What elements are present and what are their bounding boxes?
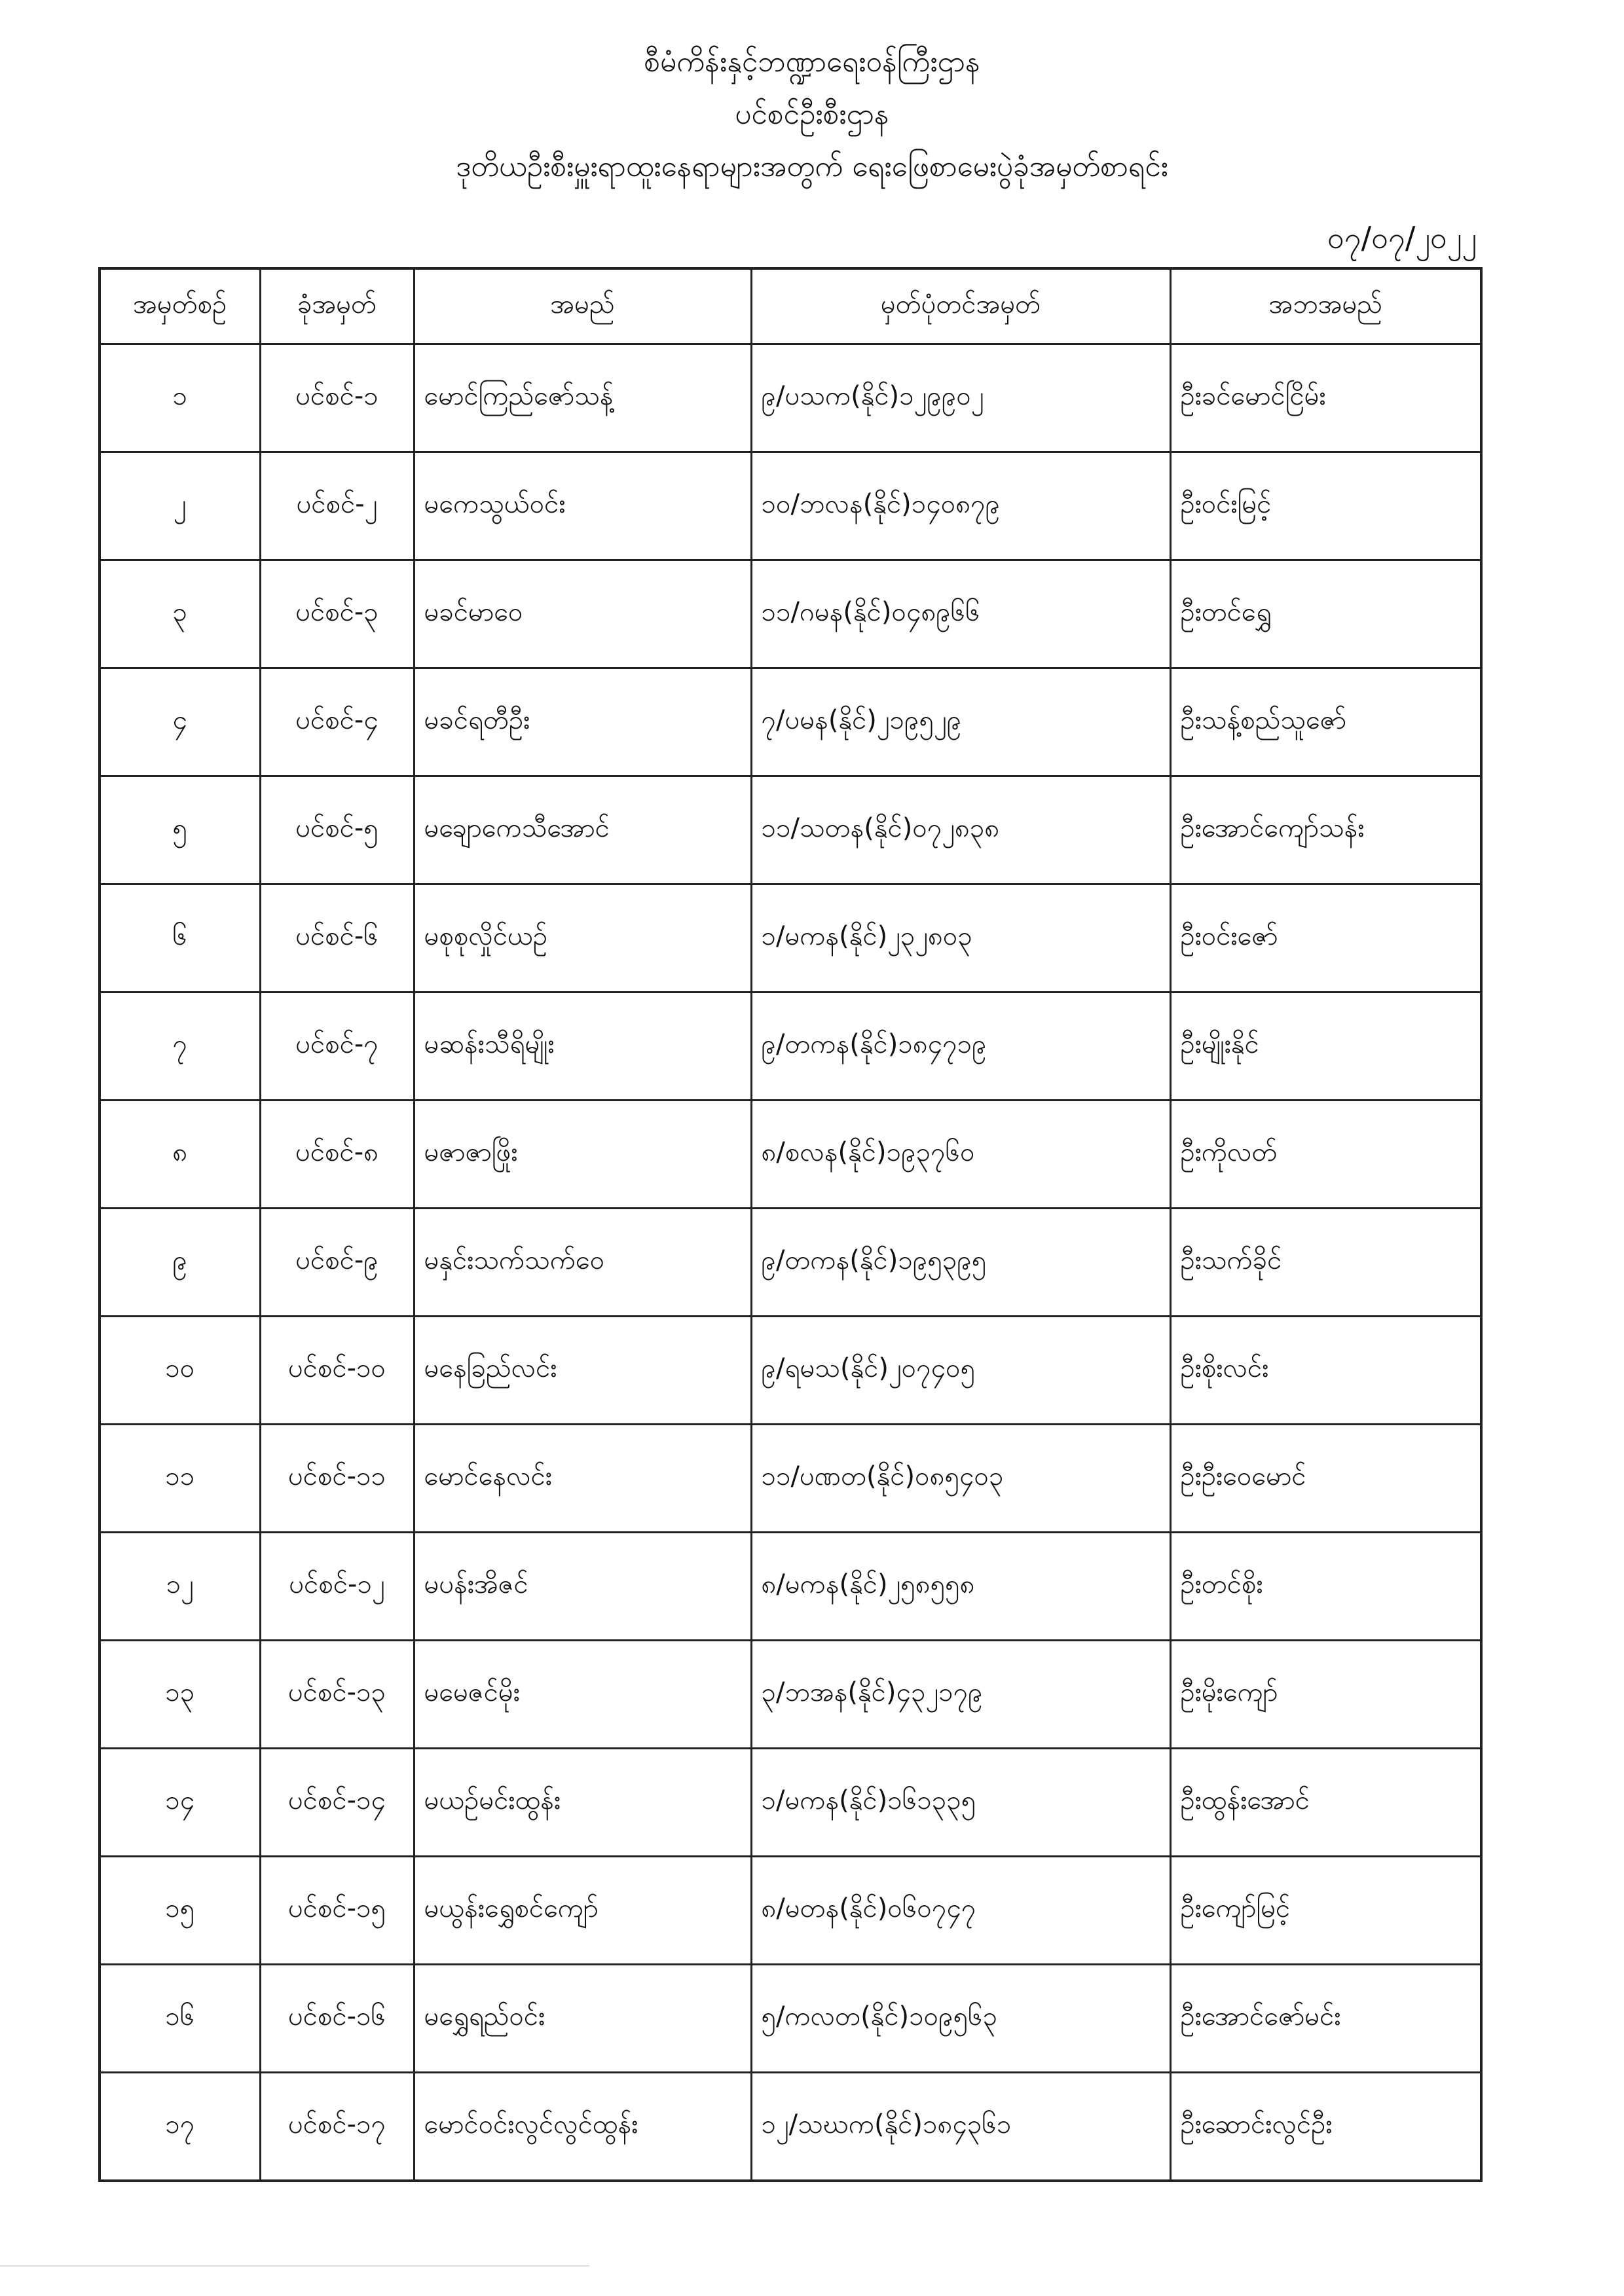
father-name-cell: ဦးသက်ခိုင် (1170, 1209, 1481, 1317)
father-name-cell: ဦးဆောင်းလွင်ဦး (1170, 2073, 1481, 2181)
table-row (100, 344, 1481, 452)
name-cell: မောင်ကြည်ဇော်သန့် (414, 344, 751, 452)
scan-edge-line (0, 2265, 589, 2267)
father-name-cell: ဦးခင်မောင်ငြိမ်း (1170, 344, 1481, 452)
seat-number-cell: ပင်စင်-၅ (260, 776, 414, 884)
nrc-cell: ၁၁/သတန(နိုင်)၀၇၂၈၃၈ (751, 776, 1170, 884)
serial-cell: ၁၅ (100, 1857, 260, 1965)
table-row (100, 1101, 1481, 1209)
serial-cell: ၃ (100, 560, 260, 668)
serial-cell: ၁၆ (100, 1965, 260, 2073)
name-cell: မမေဇင်မိုး (414, 1641, 751, 1749)
table-header-row (100, 268, 1481, 344)
column-header-nrc: မှတ်ပုံတင်အမှတ် (751, 268, 1170, 344)
nrc-cell: ၉/တကန(နိုင်)၁၉၅၃၉၅ (751, 1209, 1170, 1317)
seat-number-cell: ပင်စင်-၁၇ (260, 2073, 414, 2181)
table-row (100, 668, 1481, 776)
serial-cell: ၆ (100, 884, 260, 993)
nrc-cell: ၉/ပသက(နိုင်)၁၂၉၉၀၂ (751, 344, 1170, 452)
serial-cell: ၉ (100, 1209, 260, 1317)
seat-number-cell: ပင်စင်-၁၂ (260, 1533, 414, 1641)
father-name-cell: ဦးစိုးလင်း (1170, 1317, 1481, 1425)
seat-number-table (98, 267, 1483, 2182)
serial-cell: ၁၂ (100, 1533, 260, 1641)
table-row (100, 2073, 1481, 2181)
name-cell: မယွန်းရွှေစင်ကျော် (414, 1857, 751, 1965)
table-row (100, 1857, 1481, 1965)
father-name-cell: ဦးထွန်းအောင် (1170, 1749, 1481, 1857)
seat-number-cell: ပင်စင်-၆ (260, 884, 414, 993)
seat-number-cell: ပင်စင်-၈ (260, 1101, 414, 1209)
serial-cell: ၁၇ (100, 2073, 260, 2181)
name-cell: မစုစုလှိုင်ယဉ် (414, 884, 751, 993)
father-name-cell: ဦးတင်စိုး (1170, 1533, 1481, 1641)
table-row (100, 1317, 1481, 1425)
seat-number-cell: ပင်စင်-၁၃ (260, 1641, 414, 1749)
name-cell: မနှင်းသက်သက်ဝေ (414, 1209, 751, 1317)
name-cell: မောင်ဝင်းလွင်လွင်ထွန်း (414, 2073, 751, 2181)
father-name-cell: ဦးဝင်းမြင့် (1170, 452, 1481, 560)
name-cell: မဆန်းသီရိမျိုး (414, 993, 751, 1101)
table-row (100, 1749, 1481, 1857)
nrc-cell: ၈/မကန(နိုင်)၂၅၈၅၅၈ (751, 1533, 1170, 1641)
table-row (100, 1533, 1481, 1641)
nrc-cell: ၁၂/သဃက(နိုင်)၁၈၄၃၆၁ (751, 2073, 1170, 2181)
father-name-cell: ဦးမျိုးနိုင် (1170, 993, 1481, 1101)
serial-cell: ၁၄ (100, 1749, 260, 1857)
column-header-seat-number: ခုံအမှတ် (260, 268, 414, 344)
nrc-cell: ၁/မကန(နိုင်)၂၃၂၈၀၃ (751, 884, 1170, 993)
nrc-cell: ၃/ဘအန(နိုင်)၄၃၂၁၇၉ (751, 1641, 1170, 1749)
father-name-cell: ဦးသန့်စည်သူဇော် (1170, 668, 1481, 776)
nrc-cell: ၇/ပမန(နိုင်)၂၁၉၅၂၉ (751, 668, 1170, 776)
table-row (100, 1965, 1481, 2073)
serial-cell: ၄ (100, 668, 260, 776)
name-cell: မောင်နေလင်း (414, 1425, 751, 1533)
table-row (100, 560, 1481, 668)
father-name-cell: ဦးအောင်ကျော်သန်း (1170, 776, 1481, 884)
name-cell: မခင်မာဝေ (414, 560, 751, 668)
seat-number-cell: ပင်စင်-၁၀ (260, 1317, 414, 1425)
nrc-cell: ၈/မတန(နိုင်)၀၆၀၇၄၇ (751, 1857, 1170, 1965)
nrc-cell: ၉/ရမသ(နိုင်)၂၀၇၄၀၅ (751, 1317, 1170, 1425)
table-row (100, 884, 1481, 993)
seat-number-cell: ပင်စင်-၁၆ (260, 1965, 414, 2073)
document-title: ဒုတိယဦးစီးမှူးရာထူးနေရာများအတွက် ရေးဖြေစာမေးပွဲခုံအမှတ်စာရင်း (456, 150, 1168, 183)
name-cell: မဇာဇာဖြိုး (414, 1101, 751, 1209)
serial-cell: ၈ (100, 1101, 260, 1209)
serial-cell: ၇ (100, 993, 260, 1101)
column-header-serial: အမှတ်စဉ် (100, 268, 260, 344)
seat-number-cell: ပင်စင်-၁၁ (260, 1425, 414, 1533)
nrc-cell: ၁၁/ပဏတ(နိုင်)၀၈၅၄၀၃ (751, 1425, 1170, 1533)
serial-cell: ၂ (100, 452, 260, 560)
seat-number-cell: ပင်စင်-၃ (260, 560, 414, 668)
column-header-father-name: အဘအမည် (1170, 268, 1481, 344)
table-row (100, 776, 1481, 884)
table-body (100, 344, 1481, 2181)
name-cell: မရွှေရည်ဝင်း (414, 1965, 751, 2073)
column-header-name: အမည် (414, 268, 751, 344)
name-cell: မကေသွယ်ဝင်း (414, 452, 751, 560)
serial-cell: ၁၁ (100, 1425, 260, 1533)
serial-cell: ၅ (100, 776, 260, 884)
father-name-cell: ဦးတင်ရွှေ (1170, 560, 1481, 668)
ministry-name: စီမံကိန်းနှင့်ဘဏ္ဍာရေးဝန်ကြီးဌာန (644, 45, 980, 79)
seat-number-cell: ပင်စင်-၁၅ (260, 1857, 414, 1965)
seat-number-cell: ပင်စင်-၂ (260, 452, 414, 560)
table-row (100, 1209, 1481, 1317)
seat-number-cell: ပင်စင်-၄ (260, 668, 414, 776)
name-cell: မနေခြည်လင်း (414, 1317, 751, 1425)
seat-number-cell: ပင်စင်-၉ (260, 1209, 414, 1317)
name-cell: မယဉ်မင်းထွန်း (414, 1749, 751, 1857)
serial-cell: ၁ (100, 344, 260, 452)
serial-cell: ၁၀ (100, 1317, 260, 1425)
name-cell: မခင်ရတီဦး (414, 668, 751, 776)
father-name-cell: ဦးဝင်းဇော် (1170, 884, 1481, 993)
father-name-cell: ဦးအောင်ဇော်မင်း (1170, 1965, 1481, 2073)
name-cell: မပန်းအိဇင် (414, 1533, 751, 1641)
seat-number-cell: ပင်စင်-၁၄ (260, 1749, 414, 1857)
nrc-cell: ၁၁/ဂမန(နိုင်)၀၄၈၉၆၆ (751, 560, 1170, 668)
name-cell: မချောကေသီအောင် (414, 776, 751, 884)
nrc-cell: ၁၀/ဘလန(နိုင်)၁၄၀၈၇၉ (751, 452, 1170, 560)
seat-number-cell: ပင်စင်-၇ (260, 993, 414, 1101)
table-row (100, 452, 1481, 560)
father-name-cell: ဦးမိုးကျော် (1170, 1641, 1481, 1749)
father-name-cell: ဦးဦးဝေမောင် (1170, 1425, 1481, 1533)
document-date: ၀၇/၀၇/၂၀၂၂ (1327, 220, 1477, 255)
nrc-cell: ၉/တကန(နိုင်)၁၈၄၇၁၉ (751, 993, 1170, 1101)
father-name-cell: ဦးကျော်မြင့် (1170, 1857, 1481, 1965)
nrc-cell: ၅/ကလတ(နိုင်)၁၀၉၅၆၃ (751, 1965, 1170, 2073)
table-row (100, 993, 1481, 1101)
table-row (100, 1641, 1481, 1749)
nrc-cell: ၁/မကန(နိုင်)၁၆၁၃၃၅ (751, 1749, 1170, 1857)
seat-number-cell: ပင်စင်-၁ (260, 344, 414, 452)
document-header (0, 36, 1624, 193)
department-name: ပင်စင်ဦးစီးဌာန (735, 98, 889, 131)
father-name-cell: ဦးကိုလတ် (1170, 1101, 1481, 1209)
table-row (100, 1425, 1481, 1533)
serial-cell: ၁၃ (100, 1641, 260, 1749)
nrc-cell: ၈/စလန(နိုင်)၁၉၃၇၆၀ (751, 1101, 1170, 1209)
